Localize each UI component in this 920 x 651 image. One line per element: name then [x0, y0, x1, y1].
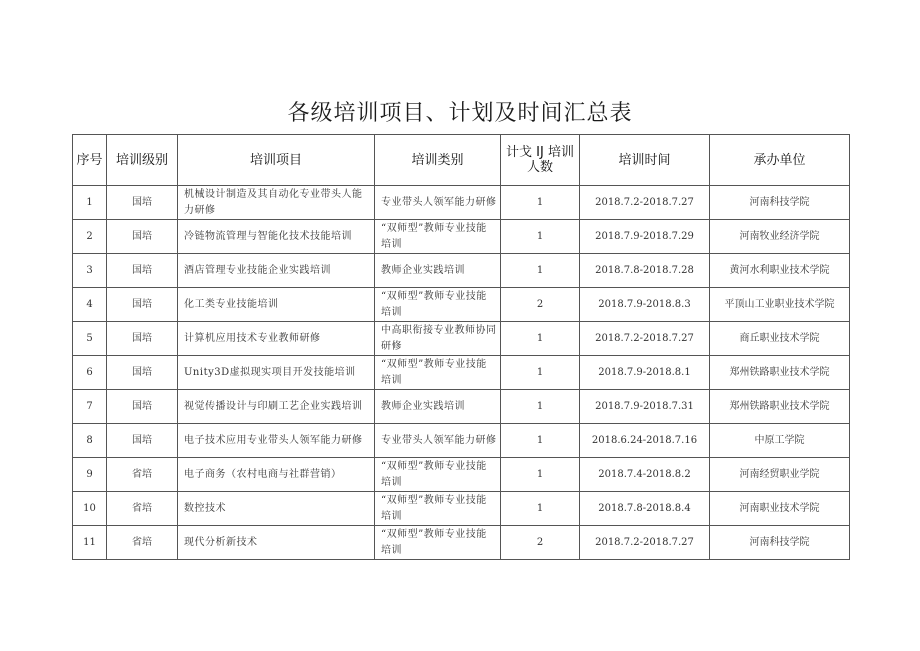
cell-project: 视觉传播设计与印刷工艺企业实践培训 [178, 390, 375, 424]
header-count: 计戈 IJ 培训人数 [501, 135, 580, 186]
cell-level: 省培 [107, 458, 178, 492]
cell-type: 教师企业实践培训 [375, 390, 501, 424]
cell-seq: 5 [73, 322, 107, 356]
table-row [73, 458, 850, 492]
cell-type: “双师型”教师专业技能培训 [375, 526, 501, 560]
table-row [73, 254, 850, 288]
cell-unit: 河南科技学院 [710, 186, 850, 220]
cell-count: 1 [501, 390, 580, 424]
cell-unit: 河南科技学院 [710, 526, 850, 560]
cell-unit: 河南职业技术学院 [710, 492, 850, 526]
cell-seq: 3 [73, 254, 107, 288]
cell-count: 1 [501, 424, 580, 458]
cell-project: 数控技术 [178, 492, 375, 526]
cell-count: 1 [501, 254, 580, 288]
training-summary-table [72, 134, 850, 560]
cell-level: 国培 [107, 356, 178, 390]
cell-project: 化工类专业技能培训 [178, 288, 375, 322]
cell-seq: 11 [73, 526, 107, 560]
table-row [73, 390, 850, 424]
cell-level: 国培 [107, 220, 178, 254]
cell-level: 国培 [107, 390, 178, 424]
cell-project: 电子技术应用专业带头人领军能力研修 [178, 424, 375, 458]
cell-seq: 4 [73, 288, 107, 322]
table-row [73, 492, 850, 526]
cell-count: 1 [501, 186, 580, 220]
cell-project: Unity3D虚拟现实项目开发技能培训 [178, 356, 375, 390]
cell-unit: 平顶山工业职业技术学院 [710, 288, 850, 322]
header-type: 培训类别 [375, 135, 501, 186]
cell-time: 2018.6.24-2018.7.16 [580, 424, 710, 458]
cell-level: 省培 [107, 526, 178, 560]
cell-time: 2018.7.2-2018.7.27 [580, 186, 710, 220]
cell-type: 中高职衔接专业教师协同研修 [375, 322, 501, 356]
table-row [73, 356, 850, 390]
cell-time: 2018.7.9-2018.7.29 [580, 220, 710, 254]
table-row [73, 186, 850, 220]
header-seq: 序号 [73, 135, 107, 186]
header-time: 培训时间 [580, 135, 710, 186]
cell-unit: 商丘职业技术学院 [710, 322, 850, 356]
cell-project: 酒店管理专业技能企业实践培训 [178, 254, 375, 288]
cell-project: 电子商务（农村电商与社群营销） [178, 458, 375, 492]
cell-time: 2018.7.4-2018.8.2 [580, 458, 710, 492]
page-title: 各级培训项目、计划及时间汇总表 [287, 101, 633, 126]
cell-project: 计算机应用技术专业教师研修 [178, 322, 375, 356]
cell-count: 1 [501, 322, 580, 356]
cell-time: 2018.7.9-2018.8.1 [580, 356, 710, 390]
cell-time: 2018.7.9-2018.8.3 [580, 288, 710, 322]
cell-count: 1 [501, 458, 580, 492]
cell-seq: 1 [73, 186, 107, 220]
cell-type: “双师型”教师专业技能培训 [375, 458, 501, 492]
cell-project: 机械设计制造及其自动化专业带头人能力研修 [178, 186, 375, 220]
cell-unit: 黄河水利职业技术学院 [710, 254, 850, 288]
cell-seq: 8 [73, 424, 107, 458]
cell-level: 国培 [107, 424, 178, 458]
cell-seq: 2 [73, 220, 107, 254]
table-row [73, 322, 850, 356]
cell-type: 专业带头人领军能力研修 [375, 186, 501, 220]
table-header-row [73, 135, 850, 186]
cell-type: 教师企业实践培训 [375, 254, 501, 288]
cell-project: 冷链物流管理与智能化技术技能培训 [178, 220, 375, 254]
cell-level: 国培 [107, 254, 178, 288]
cell-type: “双师型”教师专业技能培训 [375, 220, 501, 254]
cell-count: 2 [501, 288, 580, 322]
cell-unit: 河南牧业经济学院 [710, 220, 850, 254]
cell-count: 1 [501, 356, 580, 390]
table-row [73, 288, 850, 322]
cell-seq: 7 [73, 390, 107, 424]
cell-level: 省培 [107, 492, 178, 526]
cell-type: “双师型”教师专业技能培训 [375, 288, 501, 322]
cell-time: 2018.7.8-2018.7.28 [580, 254, 710, 288]
cell-time: 2018.7.8-2018.8.4 [580, 492, 710, 526]
cell-level: 国培 [107, 322, 178, 356]
cell-type: 专业带头人领军能力研修 [375, 424, 501, 458]
cell-level: 国培 [107, 288, 178, 322]
cell-level: 国培 [107, 186, 178, 220]
table-row [73, 526, 850, 560]
cell-seq: 10 [73, 492, 107, 526]
cell-unit: 河南经贸职业学院 [710, 458, 850, 492]
cell-unit: 中原工学院 [710, 424, 850, 458]
table-row [73, 424, 850, 458]
cell-time: 2018.7.2-2018.7.27 [580, 322, 710, 356]
header-unit: 承办单位 [710, 135, 850, 186]
cell-unit: 郑州铁路职业技术学院 [710, 356, 850, 390]
cell-type: “双师型”教师专业技能培训 [375, 356, 501, 390]
cell-count: 1 [501, 220, 580, 254]
cell-type: “双师型”教师专业技能培训 [375, 492, 501, 526]
cell-time: 2018.7.9-2018.7.31 [580, 390, 710, 424]
cell-count: 1 [501, 492, 580, 526]
cell-seq: 6 [73, 356, 107, 390]
cell-unit: 郑州铁路职业技术学院 [710, 390, 850, 424]
cell-project: 现代分析新技术 [178, 526, 375, 560]
header-project: 培训项目 [178, 135, 375, 186]
table-row [73, 220, 850, 254]
cell-seq: 9 [73, 458, 107, 492]
cell-count: 2 [501, 526, 580, 560]
header-level: 培训级别 [107, 135, 178, 186]
cell-time: 2018.7.2-2018.7.27 [580, 526, 710, 560]
